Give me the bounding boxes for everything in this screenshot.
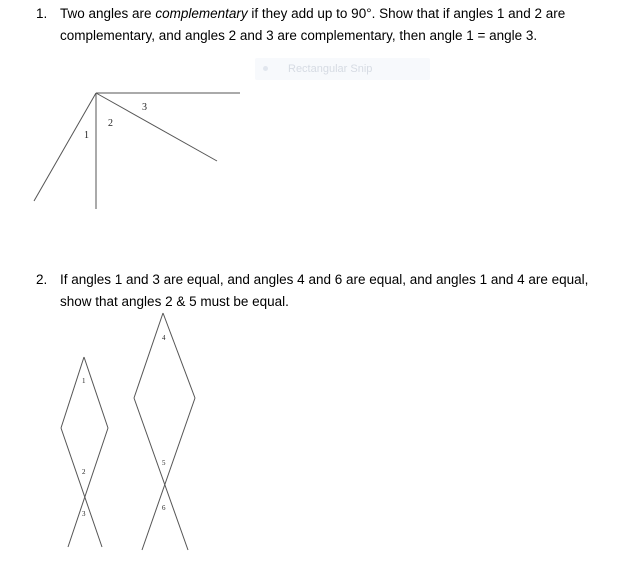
fig2-angle-label-5: 5 (162, 459, 166, 467)
fig2-left-upper-left-edge (61, 357, 84, 428)
fig2-left-upper-right-edge (84, 357, 108, 428)
fig1-angle-label-3: 3 (142, 102, 147, 113)
fig2-right-upper-left-edge (134, 313, 163, 398)
fig2-angle-label-6: 6 (162, 504, 166, 512)
problem-2-text: If angles 1 and 3 are equal, and angles 4 and 6 are equal, and angles 1 and 4 are equal, show that angles 2 & 5 must be equal. (60, 272, 589, 309)
fig1-angle-label-2: 2 (108, 118, 113, 129)
problem-1-text-before: Two angles are (60, 6, 156, 21)
problem-1-number: 1. (36, 6, 48, 21)
problem-1-emphasis: complementary (155, 6, 248, 21)
snip-label: Rectangular Snip (288, 63, 373, 75)
problem-1-text-after: if they add up to 90°. Show that if angles 1 and 2 are complementary, and angles 2 and 3 are complementary, then angle 1 = angle 3. (60, 6, 566, 43)
fig2-right-cross-line-a (134, 398, 188, 550)
fig2-angle-label-2: 2 (82, 468, 86, 476)
fig2-angle-label-4: 4 (162, 334, 166, 342)
fig2-left-cross-line-b (68, 428, 108, 547)
fig2-angle-label-3: 3 (82, 510, 86, 518)
fig1-angle-label-1: 1 (84, 130, 89, 141)
problem-2-number: 2. (36, 272, 48, 287)
fig2-angle-label-1: 1 (82, 377, 86, 385)
fig2-right-cross-line-b (142, 398, 195, 550)
fig2-right-upper-right-edge (163, 313, 195, 398)
fig2-left-cross-line-a (61, 428, 102, 547)
